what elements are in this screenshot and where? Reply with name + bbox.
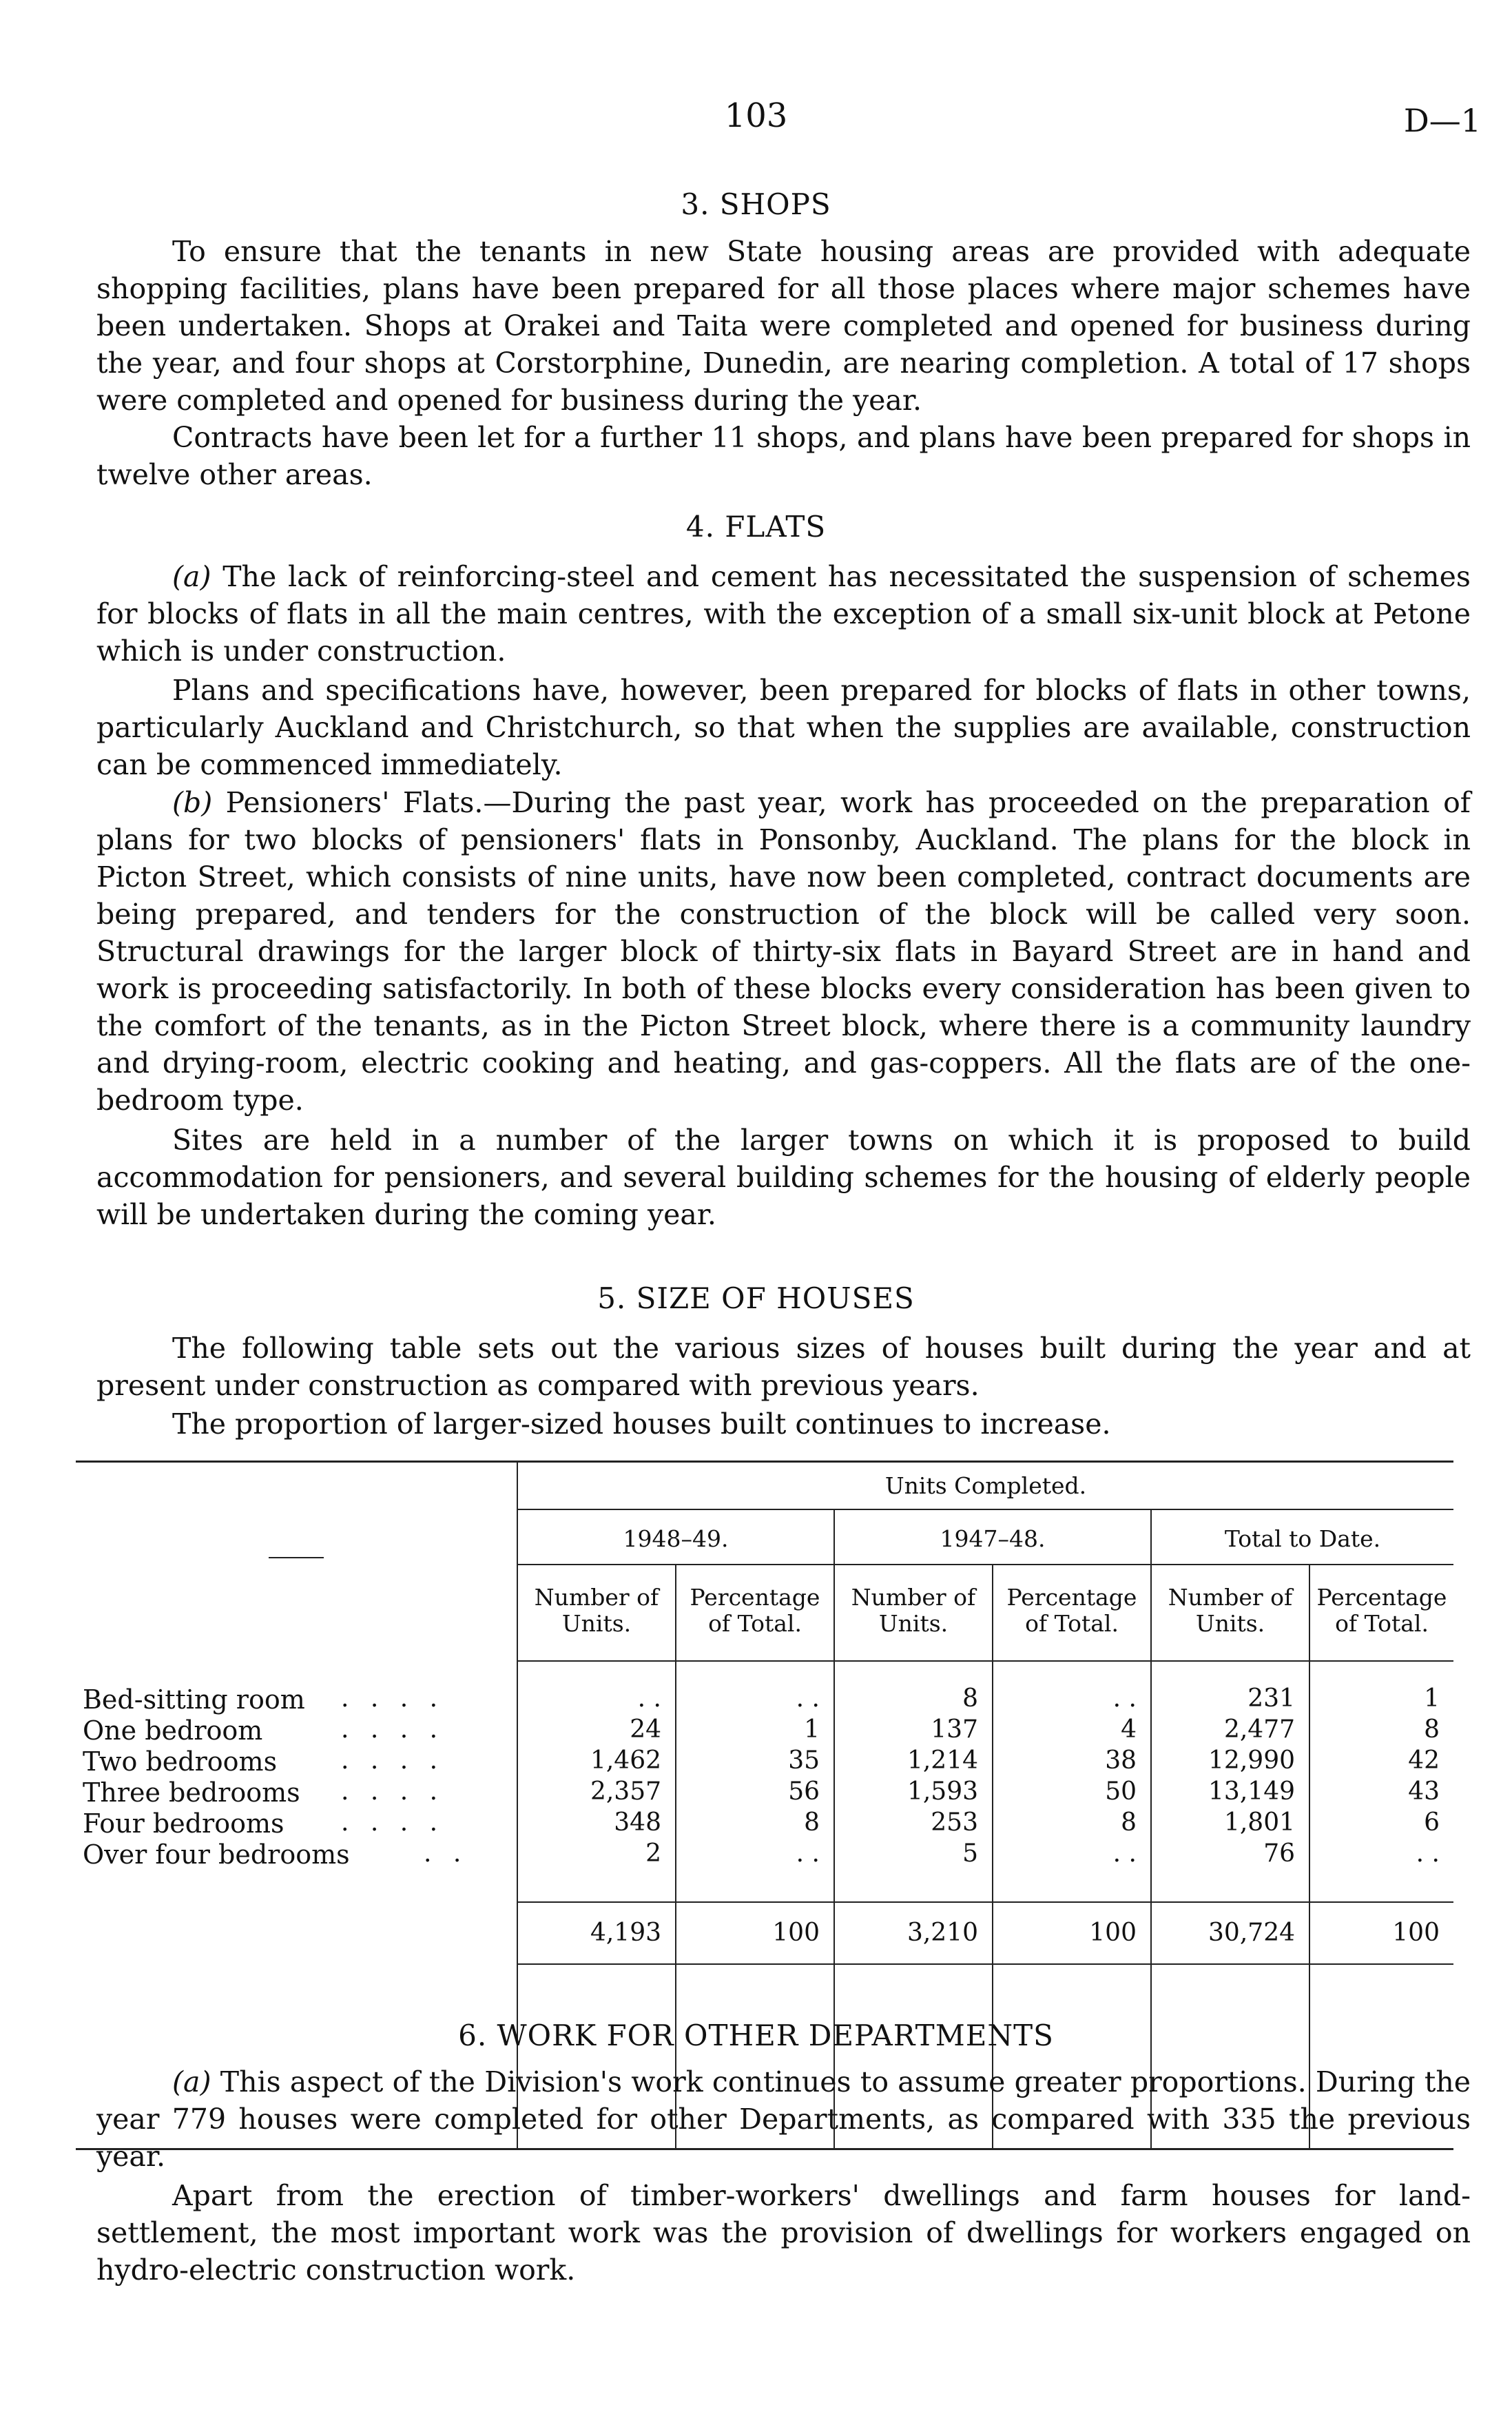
row-label: Over four bedrooms: [83, 1839, 350, 1870]
table-cell: 1,462: [590, 1746, 661, 1775]
total-cell: 100: [772, 1919, 820, 1947]
section-heading-work-for-other-departments: 6. WORK FOR OTHER DEPARTMENTS: [458, 2019, 1054, 2052]
table-cell: 231: [1247, 1684, 1295, 1713]
table-cell: . .: [796, 1839, 820, 1868]
paragraph: [96, 2063, 1471, 2175]
table-cell: 4: [1121, 1715, 1137, 1744]
table-cell: 12,990: [1208, 1746, 1295, 1775]
table-cell: 35: [788, 1746, 820, 1775]
total-cell: 3,210: [907, 1919, 978, 1947]
table-cell: 1: [804, 1715, 820, 1744]
table-cell: . .: [637, 1684, 661, 1713]
paragraph: Apart from the erection of timber-workers' dwellings and farm houses for land-settlement, the most important work was the provision of dwellings for workers engaged on hydro-electric construction work.: [96, 2179, 1471, 2287]
column-header: Percentage of Total.: [1316, 1584, 1447, 1637]
leader-dots: . . . .: [341, 1777, 445, 1806]
table-cell: 76: [1263, 1839, 1295, 1868]
table-cell: 1,214: [907, 1746, 978, 1775]
table-cell: 43: [1408, 1777, 1440, 1806]
section-heading-size-of-houses: 5. SIZE OF HOUSES: [597, 1281, 915, 1315]
table-cell: 253: [931, 1808, 978, 1837]
leader-dots: . . . .: [341, 1715, 445, 1744]
column-header: Number of Units.: [534, 1584, 659, 1637]
paragraph-text: This aspect of the Division's work continues to assume greater proportions. During the year 779 houses were completed for other Departments, as compared with 335 the previous year.: [96, 2065, 1471, 2173]
leader-dots: . . . .: [341, 1808, 445, 1837]
row-label: One bedroom: [83, 1715, 263, 1746]
table-cell: 1: [1424, 1684, 1440, 1713]
leader-dots: . . . .: [341, 1746, 445, 1775]
table-rule: [517, 1901, 1453, 1903]
table-cell: 42: [1408, 1746, 1440, 1775]
total-cell: 100: [1089, 1919, 1137, 1947]
total-cell: 4,193: [590, 1919, 661, 1947]
table-cell: 24: [630, 1715, 661, 1744]
table-rule: [517, 1660, 1453, 1662]
table-cell: 5: [962, 1839, 978, 1868]
table-cell: . .: [1112, 1684, 1137, 1713]
subsection-marker: (a): [172, 560, 211, 593]
column-header: Percentage of Total.: [690, 1584, 820, 1637]
table-cell: 348: [614, 1808, 661, 1837]
table-cell: 2,477: [1223, 1715, 1295, 1744]
total-cell: 30,724: [1208, 1919, 1295, 1947]
table-cell: . .: [796, 1684, 820, 1713]
leader-dots: . .: [424, 1839, 468, 1868]
subsection-marker: (a): [172, 2065, 211, 2098]
table-cell: . .: [1112, 1839, 1137, 1868]
section-heading-flats: 4. FLATS: [685, 510, 827, 544]
row-label: Bed-sitting room: [83, 1684, 305, 1715]
paragraph: To ensure that the tenants in new State housing areas are provided with adequate shopping facilities, plans have been prepared for all those places where major schemes have been undertaken. Shops at Orakei and Taita were completed and opened for business during the year, and four shops at Corstorphine, Dunedin, are nearing completion. A total of 17 shops were completed and opened for business during the year.: [96, 235, 1471, 417]
table-rule: [517, 1963, 1453, 1965]
table-rule: [517, 1509, 1453, 1510]
paragraph: Sites are held in a number of the larger towns on which it is proposed to build accommodation for pensioners, and several building schemes for the housing of elderly people will be undertaken during the coming year.: [96, 1124, 1471, 1231]
table-cell: 2,357: [590, 1777, 661, 1806]
paragraph: The proportion of larger-sized houses built continues to increase.: [172, 1407, 1111, 1441]
table-cell: 13,149: [1208, 1777, 1295, 1806]
table-cell: 56: [788, 1777, 820, 1806]
table-cell: 1,593: [907, 1777, 978, 1806]
paragraph: Contracts have been let for a further 11 shops, and plans have been prepared for shops in twelve other areas.: [96, 421, 1471, 491]
table-rule: [517, 1564, 1453, 1565]
leader-dots: . . . .: [341, 1684, 445, 1713]
subsection-marker: (b): [172, 786, 213, 819]
page-number: 103: [724, 96, 788, 135]
table-cell: . .: [1416, 1839, 1440, 1868]
paragraph: [96, 558, 1471, 670]
column-group-header: 1947–48.: [940, 1525, 1046, 1552]
document-reference: D—1: [1403, 102, 1481, 139]
table-cell: 8: [1121, 1808, 1137, 1837]
table-cell: 8: [962, 1684, 978, 1713]
row-label: Three bedrooms: [83, 1777, 300, 1808]
section-heading-shops: 3. SHOPS: [681, 187, 831, 221]
row-label: Two bedrooms: [83, 1746, 278, 1777]
paragraph: [96, 784, 1471, 1119]
table-cell: 2: [645, 1839, 661, 1868]
column-header: Number of Units.: [1168, 1584, 1293, 1637]
table-spanner-header: Units Completed.: [884, 1472, 1087, 1499]
table-cell: 50: [1105, 1777, 1137, 1806]
stub-dash: [269, 1557, 324, 1558]
paragraph-text: The lack of reinforcing-steel and cement has necessitated the suspension of schemes for blocks of flats in all the main centres, with the exception of a small six-unit block at Petone which is under construction.: [96, 560, 1471, 668]
paragraph-text: Pensioners' Flats.—During the past year, work has proceeded on the preparation of plans for two blocks of pensioners' flats in Ponsonby, Auckland. The plans for the block in Picton Street, which consists of nine units, have now been completed, contract documents are being prepared, and tenders for the construction of the block will be called very soon. Structural drawings for the larger block of thirty-six flats in Bayard Street are in hand and work is proceeding satisfactorily. In both of these blocks every consideration has been given to the comfort of the tenants, as in the Picton Street block, where there is a community laundry and drying-room, electric cooking and heating, and gas-coppers. All the flats are of the one-bedroom type.: [96, 786, 1471, 1117]
table-cell: 137: [931, 1715, 978, 1744]
total-cell: 100: [1392, 1919, 1440, 1947]
table-cell: 8: [804, 1808, 820, 1837]
paragraph: The following table sets out the various sizes of houses built during the year and at present under construction as compared with previous years.: [96, 1332, 1471, 1402]
table-cell: 1,801: [1223, 1808, 1295, 1837]
column-header: Percentage of Total.: [1006, 1584, 1137, 1637]
table-top-rule: [76, 1461, 1453, 1463]
column-group-header: Total to Date.: [1224, 1525, 1381, 1552]
column-header: Number of Units.: [851, 1584, 976, 1637]
table-cell: 8: [1424, 1715, 1440, 1744]
column-group-header: 1948–49.: [623, 1525, 729, 1552]
table-cell: 6: [1424, 1808, 1440, 1837]
paragraph: Plans and specifications have, however, been prepared for blocks of flats in other towns, particularly Auckland and Christchurch, so that when the supplies are available, construction can be commenced immediately.: [96, 674, 1471, 781]
table-cell: 38: [1105, 1746, 1137, 1775]
row-label: Four bedrooms: [83, 1808, 284, 1839]
